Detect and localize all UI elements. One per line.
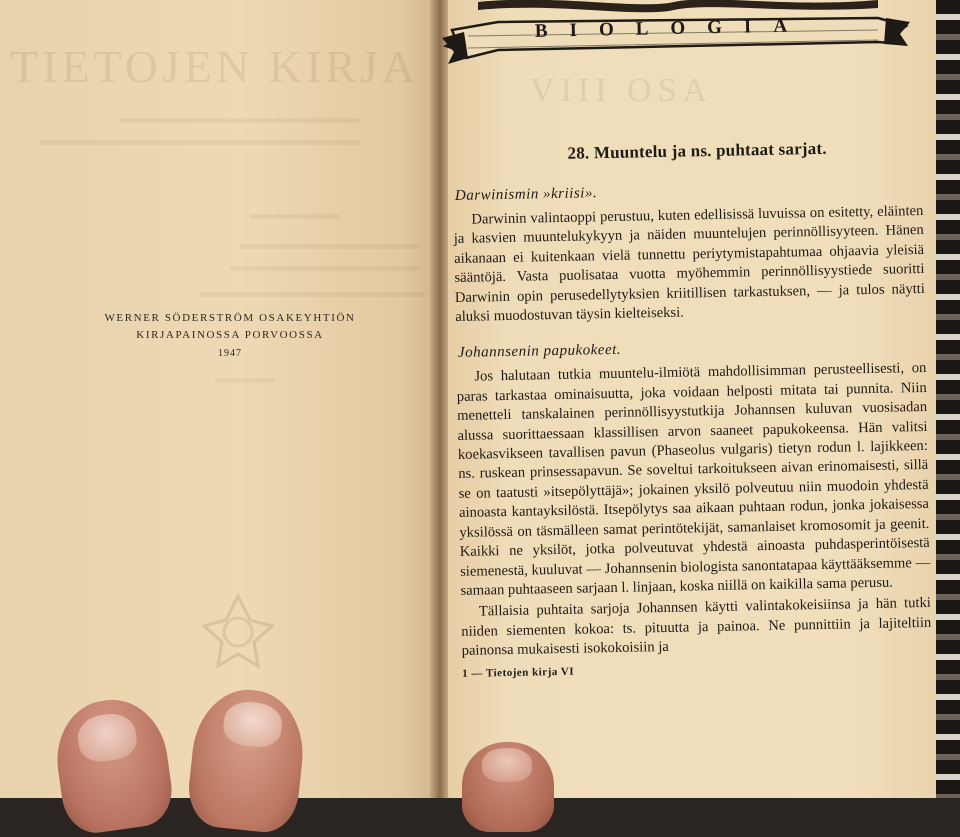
fingernail: [482, 748, 532, 782]
show-through-text: TIETOJEN KIRJA: [10, 41, 420, 92]
show-through-line: [230, 266, 420, 271]
show-through-line: [215, 378, 275, 383]
paragraph: Jos halutaan tutkia muuntelu-ilmiötä mahdollisimman perusteellisesti, on paras tarkastaa ominaisuutta, joka voidaan helposti mitata tai punnita. Niin menetteli tanskalainen perinnöllisyystutkija Johannsen kuluvan vuosisadan alussa suorittaessaan klassillisen arvon saaneet papukokeensa. Hän valitsi koekasvikseen tavallisen pavun (Phaseolus vulgaris) tietyn rodun l. lajikkeen: ns. ruskean prinsessapavun. Se soveltui tarkoitukseen aivan erinomaisesti, sillä se on taatusti »itsepölyttäjä»; jokainen yksilö polveutuu niin muodoin yhdestä ainoasta kantayksilöstä. Itsepölytys saa aikaan puhtaan rodun, jonka jokaisessa yksilössä on täsmälleen samat perintötekijät, samanlaiset kromosomit ja geenit. Kaikki ne yksilöt, jotka polveutuvat yhdestä ainoasta puhdasperintöisestä siemenestä, kuuluvat — Johannsenin biologista sanontatapaa käyttääksemme — samaan puhtaaseen sarjaan l. linjaan, koska niillä on kaikilla sama perusu.: [456, 360, 931, 599]
fingernail: [75, 711, 139, 765]
show-through-line: [120, 118, 360, 123]
fingernail: [222, 699, 284, 749]
imprint-line-2: KIRJAPAINOSSA PORVOOSSA: [136, 329, 324, 341]
background-fabric: [936, 0, 960, 798]
printer-imprint: [60, 310, 400, 359]
paragraph: Tällaisia puhtaita sarjoja Johannsen käytti valintakokeisiinsa ja hän tutki niiden siementen kokoa: ts. pituutta ja painoa. Ne punnittiin ja lajiteltiin painonsa mukaisesti isokokoisiin ja: [461, 595, 932, 660]
page-header-banner: BIOLOGIA: [534, 15, 810, 42]
chapter-title: 28. Muuntelu ja ns. puhtaat sarjat.: [567, 138, 827, 163]
page-text: [452, 137, 932, 679]
imprint-line-1: WERNER SÖDERSTRÖM OSAKEYHTIÖN: [104, 312, 356, 324]
show-through-line: [40, 140, 360, 145]
show-through-line: [250, 214, 340, 219]
show-through-line: [240, 244, 420, 249]
show-through-line: [200, 292, 425, 297]
thumb: [462, 742, 554, 832]
section-heading: Johannsenin papukokeet.: [457, 342, 622, 362]
imprint-year: 1947: [218, 348, 242, 359]
left-page: [0, 0, 438, 798]
page-footer: 1 — Tietojen kirja VI: [462, 665, 575, 680]
show-through-emblem-icon: [198, 590, 278, 670]
paragraph: Darwinin valintaoppi perustuu, kuten edellisissä luvuissa on esitetty, eläinten ja kasvien muuntelukykyyn ja näiden muuntelujen perinnöllisyyteen. Hänen aikanaan ei kuitenkaan vielä tunnettu periytymistapahtumaa ohjaavia yleisiä sääntöjä. Vasta puolisataa vuotta myöhemmin perinnöllisyystiede suoritti Darwinin opin perusedellytyksien kriitillisen tarkastuksen, — ja tulos näytti aluksi muodostuvan täysin kielteiseksi.: [453, 202, 925, 325]
section-heading: Darwinismin »kriisi».: [454, 185, 598, 204]
show-through-text: VIII OSA: [530, 72, 714, 109]
